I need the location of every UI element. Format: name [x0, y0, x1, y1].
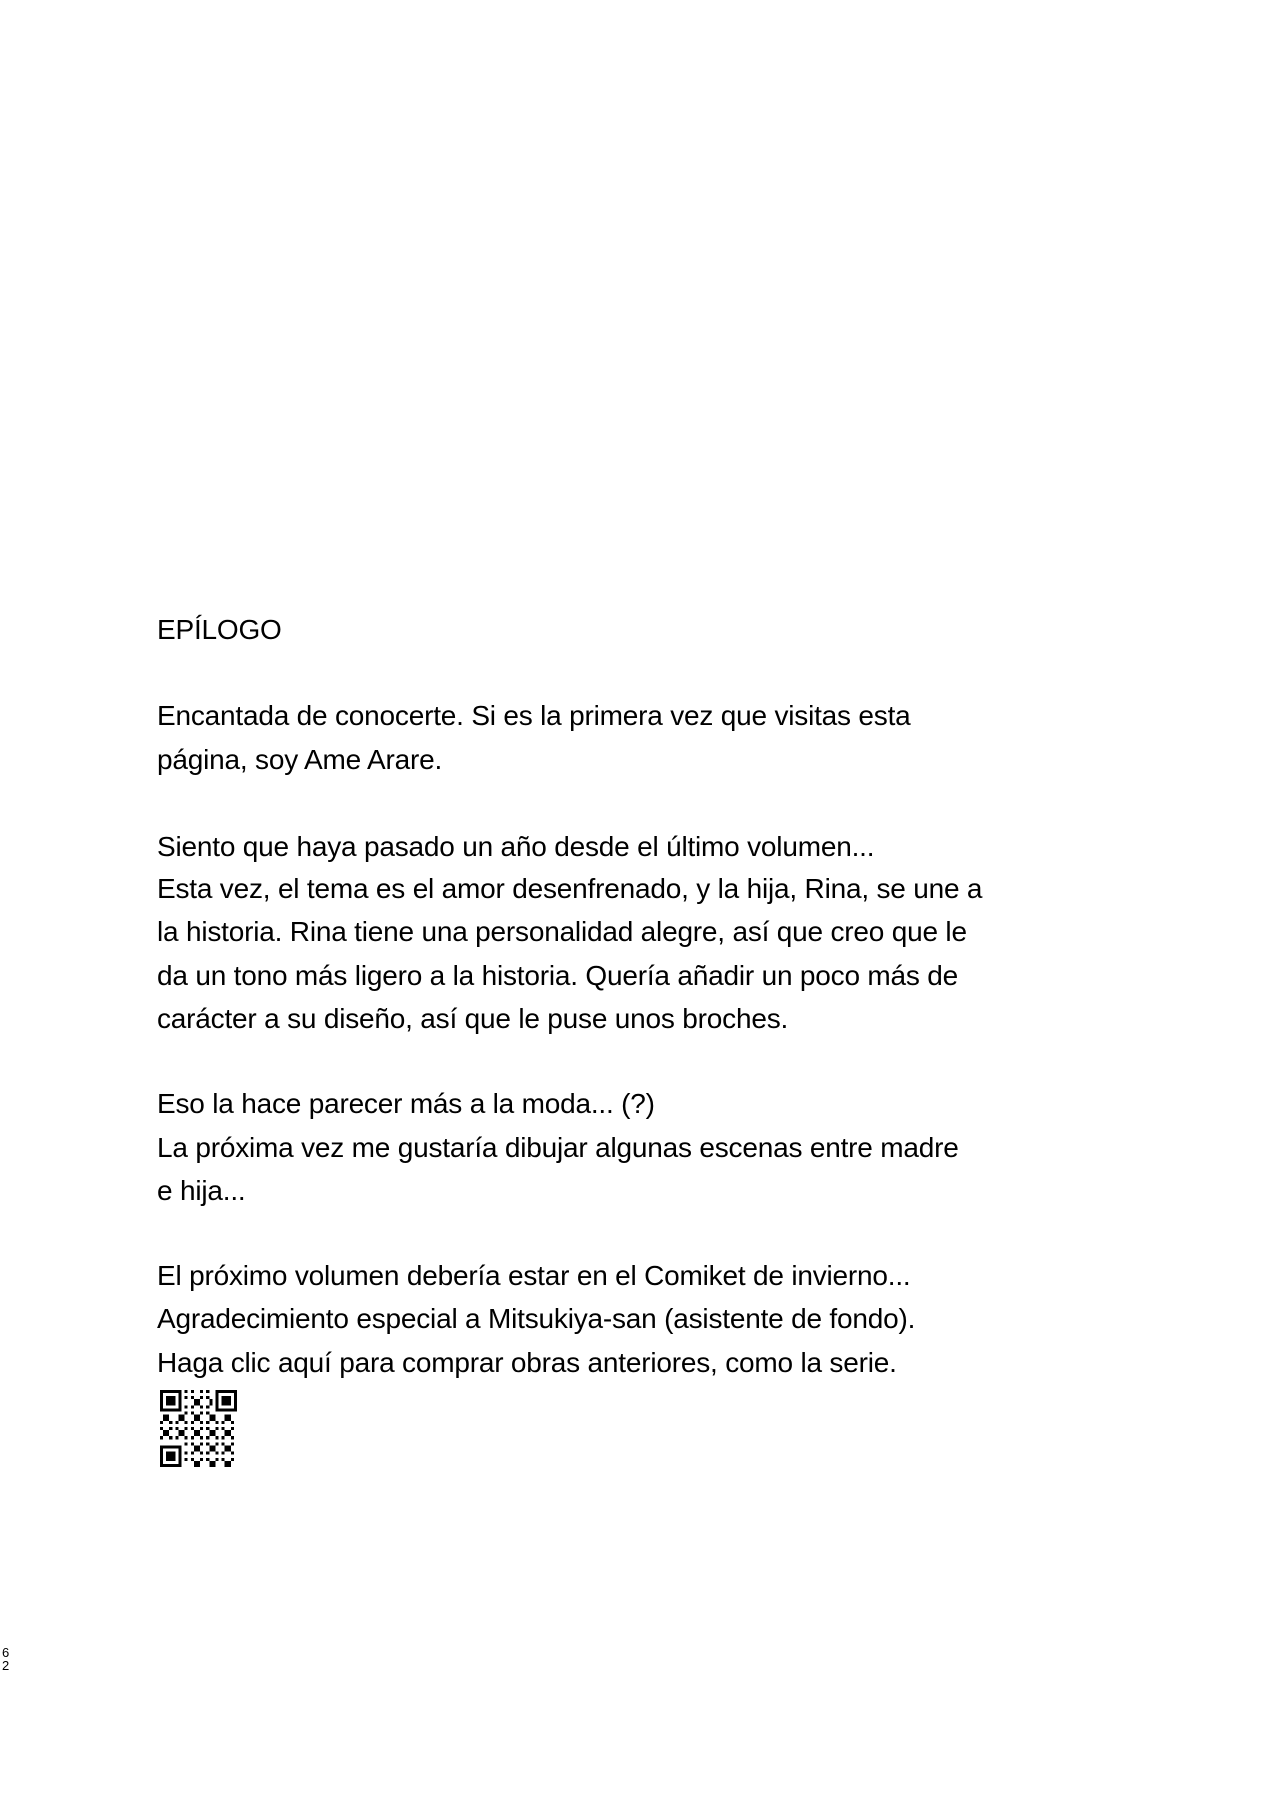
- qr-module: [212, 1445, 215, 1448]
- qr-module: [212, 1415, 215, 1418]
- qr-module: [197, 1418, 200, 1421]
- qr-module: [215, 1442, 218, 1445]
- qr-module: [234, 1408, 237, 1411]
- qr-module: [194, 1418, 197, 1421]
- qr-module: [206, 1396, 209, 1399]
- qr-module: [228, 1418, 231, 1421]
- qr-module: [197, 1415, 200, 1418]
- qr-module: [178, 1402, 181, 1405]
- qr-module: [200, 1412, 203, 1415]
- qr-module: [209, 1399, 212, 1402]
- text-line: e hija...: [157, 1175, 246, 1206]
- qr-module: [163, 1408, 166, 1411]
- qr-module: [231, 1390, 234, 1393]
- qr-module: [175, 1436, 178, 1439]
- qr-module: [160, 1445, 163, 1448]
- qr-module: [172, 1390, 175, 1393]
- qr-module: [163, 1415, 166, 1418]
- qr-module: [231, 1442, 234, 1445]
- qr-module: [206, 1452, 209, 1455]
- qr-module: [194, 1430, 197, 1433]
- qr-module: [172, 1402, 175, 1405]
- qr-module: [160, 1452, 163, 1455]
- qr-module: [200, 1427, 203, 1430]
- qr-module: [222, 1452, 225, 1455]
- qr-module: [228, 1464, 231, 1467]
- qr-module: [209, 1418, 212, 1421]
- qr-module: [191, 1427, 194, 1430]
- qr-module: [209, 1433, 212, 1436]
- qr-module: [178, 1455, 181, 1458]
- qr-module: [185, 1412, 188, 1415]
- qr-module: [191, 1458, 194, 1461]
- qr-module: [234, 1405, 237, 1408]
- qr-module: [169, 1421, 172, 1424]
- qr-module: [182, 1415, 185, 1418]
- qr-module: [178, 1461, 181, 1464]
- qr-module: [225, 1464, 228, 1467]
- qr-module: [160, 1399, 163, 1402]
- qr-module: [215, 1393, 218, 1396]
- qr-module: [178, 1393, 181, 1396]
- qr-module: [222, 1390, 225, 1393]
- qr-module: [166, 1408, 169, 1411]
- qr-module: [178, 1405, 181, 1408]
- qr-module: [225, 1433, 228, 1436]
- qr-module: [169, 1436, 172, 1439]
- qr-module: [206, 1442, 209, 1445]
- qr-module: [163, 1430, 166, 1433]
- qr-module: [200, 1421, 203, 1424]
- qr-module: [215, 1402, 218, 1405]
- qr-module: [228, 1461, 231, 1464]
- qr-module: [222, 1458, 225, 1461]
- qr-module: [172, 1445, 175, 1448]
- qr-module: [166, 1402, 169, 1405]
- qr-module: [178, 1415, 181, 1418]
- qr-module: [197, 1449, 200, 1452]
- qr-module: [178, 1445, 181, 1448]
- qr-module: [228, 1399, 231, 1402]
- qr-module: [172, 1396, 175, 1399]
- qr-module: [197, 1402, 200, 1405]
- qr-module: [185, 1421, 188, 1424]
- qr-module: [225, 1430, 228, 1433]
- qr-module: [209, 1464, 212, 1467]
- qr-module: [212, 1449, 215, 1452]
- qr-module: [172, 1408, 175, 1411]
- qr-module: [178, 1449, 181, 1452]
- qr-module: [182, 1433, 185, 1436]
- qr-module: [166, 1430, 169, 1433]
- text-line: Eso la hace parecer más a la moda... (?): [157, 1088, 655, 1119]
- qr-module: [169, 1455, 172, 1458]
- qr-module: [160, 1408, 163, 1411]
- qr-module: [166, 1458, 169, 1461]
- qr-module: [185, 1390, 188, 1393]
- qr-module: [169, 1396, 172, 1399]
- qr-module: [178, 1408, 181, 1411]
- qr-module: [215, 1408, 218, 1411]
- qr-module: [160, 1455, 163, 1458]
- qr-module: [225, 1415, 228, 1418]
- qr-module: [194, 1449, 197, 1452]
- qr-module: [160, 1390, 163, 1393]
- qr-module: [169, 1402, 172, 1405]
- qr-module: [209, 1445, 212, 1448]
- text-line: carácter a su diseño, así que le puse unos broches.: [157, 1003, 789, 1034]
- qr-module: [215, 1458, 218, 1461]
- qr-module: [191, 1405, 194, 1408]
- qr-module: [219, 1408, 222, 1411]
- qr-module: [163, 1464, 166, 1467]
- qr-module: [166, 1390, 169, 1393]
- qr-module: [178, 1452, 181, 1455]
- qr-module: [200, 1442, 203, 1445]
- qr-module: [215, 1405, 218, 1408]
- qr-module: [185, 1442, 188, 1445]
- qr-module: [225, 1461, 228, 1464]
- qr-module: [215, 1390, 218, 1393]
- qr-module: [166, 1433, 169, 1436]
- page-number: [2, 1646, 12, 1672]
- qr-module: [197, 1433, 200, 1436]
- qr-module: [182, 1418, 185, 1421]
- qr-module: [209, 1449, 212, 1452]
- qr-module: [169, 1408, 172, 1411]
- qr-module: [163, 1390, 166, 1393]
- qr-module: [225, 1402, 228, 1405]
- qr-module: [194, 1399, 197, 1402]
- qr-module: [225, 1449, 228, 1452]
- qr-module: [231, 1408, 234, 1411]
- qr-module: [169, 1458, 172, 1461]
- qr-module: [222, 1421, 225, 1424]
- qr-module: [191, 1436, 194, 1439]
- qr-module: [228, 1408, 231, 1411]
- text-line: Haga clic aquí para comprar obras anteriores, como la serie.: [157, 1347, 897, 1378]
- qr-module: [175, 1445, 178, 1448]
- qr-module: [222, 1436, 225, 1439]
- qr-module: [175, 1390, 178, 1393]
- qr-module: [215, 1427, 218, 1430]
- qr-module: [160, 1402, 163, 1405]
- qr-module: [206, 1390, 209, 1393]
- qr-module: [172, 1455, 175, 1458]
- qr-module: [234, 1390, 237, 1393]
- qr-module: [185, 1405, 188, 1408]
- qr-module: [191, 1390, 194, 1393]
- qr-module: [185, 1452, 188, 1455]
- qr-module: [197, 1399, 200, 1402]
- qr-module: [169, 1399, 172, 1402]
- qr-module: [166, 1418, 169, 1421]
- qr-module: [169, 1427, 172, 1430]
- qr-module: [194, 1402, 197, 1405]
- qr-module: [200, 1458, 203, 1461]
- qr-module: [212, 1430, 215, 1433]
- qr-module: [225, 1396, 228, 1399]
- qr-module: [175, 1421, 178, 1424]
- qr-module: [185, 1396, 188, 1399]
- qr-module: [228, 1433, 231, 1436]
- qr-module: [212, 1418, 215, 1421]
- qr-module: [194, 1433, 197, 1436]
- qr-module: [160, 1421, 163, 1424]
- qr-module: [215, 1436, 218, 1439]
- qr-module: [215, 1421, 218, 1424]
- qr-module: [160, 1461, 163, 1464]
- qr-module: [206, 1458, 209, 1461]
- qr-module: [160, 1464, 163, 1467]
- page-number-digit: 2: [2, 1658, 10, 1673]
- qr-module: [182, 1430, 185, 1433]
- qr-module: [222, 1399, 225, 1402]
- qr-module: [178, 1418, 181, 1421]
- text-line: Encantada de conocerte. Si es la primera vez que visitas esta: [157, 700, 911, 731]
- qr-module: [200, 1390, 203, 1393]
- qr-module: [197, 1461, 200, 1464]
- qr-module: [166, 1455, 169, 1458]
- qr-module: [231, 1458, 234, 1461]
- qr-module: [206, 1412, 209, 1415]
- qr-module: [212, 1464, 215, 1467]
- qr-module: [209, 1415, 212, 1418]
- qr-module: [169, 1445, 172, 1448]
- qr-module: [160, 1449, 163, 1452]
- qr-module: [178, 1390, 181, 1393]
- qr-module: [209, 1402, 212, 1405]
- qr-module: [178, 1433, 181, 1436]
- qr-module: [206, 1405, 209, 1408]
- qr-module: [178, 1430, 181, 1433]
- qr-module: [209, 1430, 212, 1433]
- qr-code[interactable]: [160, 1390, 237, 1467]
- qr-module: [166, 1464, 169, 1467]
- qr-module: [178, 1464, 181, 1467]
- page-number-digit: 6: [2, 1645, 10, 1660]
- qr-module: [231, 1452, 234, 1455]
- qr-module: [194, 1415, 197, 1418]
- qr-module: [222, 1396, 225, 1399]
- text-line: la historia. Rina tiene una personalidad alegre, así que creo que le: [157, 916, 967, 947]
- qr-module: [166, 1445, 169, 1448]
- qr-module: [185, 1458, 188, 1461]
- qr-module: [228, 1396, 231, 1399]
- qr-module: [178, 1396, 181, 1399]
- qr-module: [209, 1461, 212, 1464]
- qr-module: [160, 1396, 163, 1399]
- qr-module: [191, 1452, 194, 1455]
- qr-module: [185, 1436, 188, 1439]
- qr-module: [234, 1399, 237, 1402]
- qr-module: [222, 1408, 225, 1411]
- qr-module: [169, 1390, 172, 1393]
- qr-module: [222, 1427, 225, 1430]
- qr-module: [215, 1399, 218, 1402]
- qr-module: [231, 1436, 234, 1439]
- qr-module: [166, 1452, 169, 1455]
- qr-module: [160, 1405, 163, 1408]
- qr-module: [215, 1452, 218, 1455]
- qr-module: [228, 1402, 231, 1405]
- qr-module: [160, 1393, 163, 1396]
- qr-module: [197, 1464, 200, 1467]
- qr-module: [194, 1461, 197, 1464]
- qr-module: [169, 1464, 172, 1467]
- qr-module: [200, 1436, 203, 1439]
- qr-module: [206, 1436, 209, 1439]
- qr-module: [172, 1452, 175, 1455]
- qr-module: [222, 1402, 225, 1405]
- text-line: Esta vez, el tema es el amor desenfrenado, y la hija, Rina, se une a: [157, 873, 983, 904]
- qr-module: [160, 1458, 163, 1461]
- qr-module: [160, 1436, 163, 1439]
- qr-module: [185, 1427, 188, 1430]
- qr-module: [194, 1464, 197, 1467]
- qr-module: [172, 1464, 175, 1467]
- qr-module: [166, 1399, 169, 1402]
- qr-module: [178, 1458, 181, 1461]
- qr-module: [212, 1461, 215, 1464]
- text-line: Siento que haya pasado un año desde el último volumen...: [157, 831, 875, 862]
- qr-module: [175, 1464, 178, 1467]
- qr-module: [175, 1408, 178, 1411]
- page-title: EPÍLOGO: [157, 614, 282, 645]
- qr-module: [206, 1421, 209, 1424]
- qr-module: [163, 1418, 166, 1421]
- qr-module: [234, 1402, 237, 1405]
- qr-module: [212, 1433, 215, 1436]
- qr-module: [228, 1445, 231, 1448]
- qr-module: [222, 1442, 225, 1445]
- qr-module: [172, 1458, 175, 1461]
- qr-module: [178, 1399, 181, 1402]
- qr-module: [228, 1390, 231, 1393]
- qr-module: [191, 1421, 194, 1424]
- qr-module: [163, 1445, 166, 1448]
- qr-module: [191, 1442, 194, 1445]
- qr-module: [191, 1412, 194, 1415]
- qr-module: [191, 1396, 194, 1399]
- qr-module: [200, 1396, 203, 1399]
- qr-module: [231, 1427, 234, 1430]
- qr-module: [175, 1427, 178, 1430]
- qr-module: [225, 1445, 228, 1448]
- text-line: da un tono más ligero a la historia. Quería añadir un poco más de: [157, 960, 959, 991]
- qr-module: [160, 1427, 163, 1430]
- text-line: Agradecimiento especial a Mitsukiya-san (asistente de fondo).: [157, 1303, 916, 1334]
- qr-module: [234, 1396, 237, 1399]
- qr-module: [172, 1399, 175, 1402]
- qr-module: [215, 1396, 218, 1399]
- qr-module: [166, 1396, 169, 1399]
- text-line: La próxima vez me gustaría dibujar algunas escenas entre madre: [157, 1132, 959, 1163]
- qr-module: [234, 1393, 237, 1396]
- qr-module: [228, 1449, 231, 1452]
- qr-module: [166, 1415, 169, 1418]
- qr-module: [225, 1418, 228, 1421]
- qr-module: [169, 1452, 172, 1455]
- qr-module: [206, 1427, 209, 1430]
- qr-module: [225, 1399, 228, 1402]
- qr-module: [219, 1390, 222, 1393]
- qr-module: [200, 1452, 203, 1455]
- qr-module: [231, 1421, 234, 1424]
- qr-module: [228, 1430, 231, 1433]
- qr-module: [228, 1415, 231, 1418]
- qr-module: [200, 1405, 203, 1408]
- qr-module: [163, 1433, 166, 1436]
- qr-module: [197, 1430, 200, 1433]
- qr-module: [197, 1445, 200, 1448]
- qr-module: [225, 1408, 228, 1411]
- qr-module: [194, 1445, 197, 1448]
- text-line: página, soy Ame Arare.: [157, 744, 443, 775]
- text-line: El próximo volumen debería estar en el Comiket de invierno...: [157, 1260, 911, 1291]
- qr-module: [225, 1390, 228, 1393]
